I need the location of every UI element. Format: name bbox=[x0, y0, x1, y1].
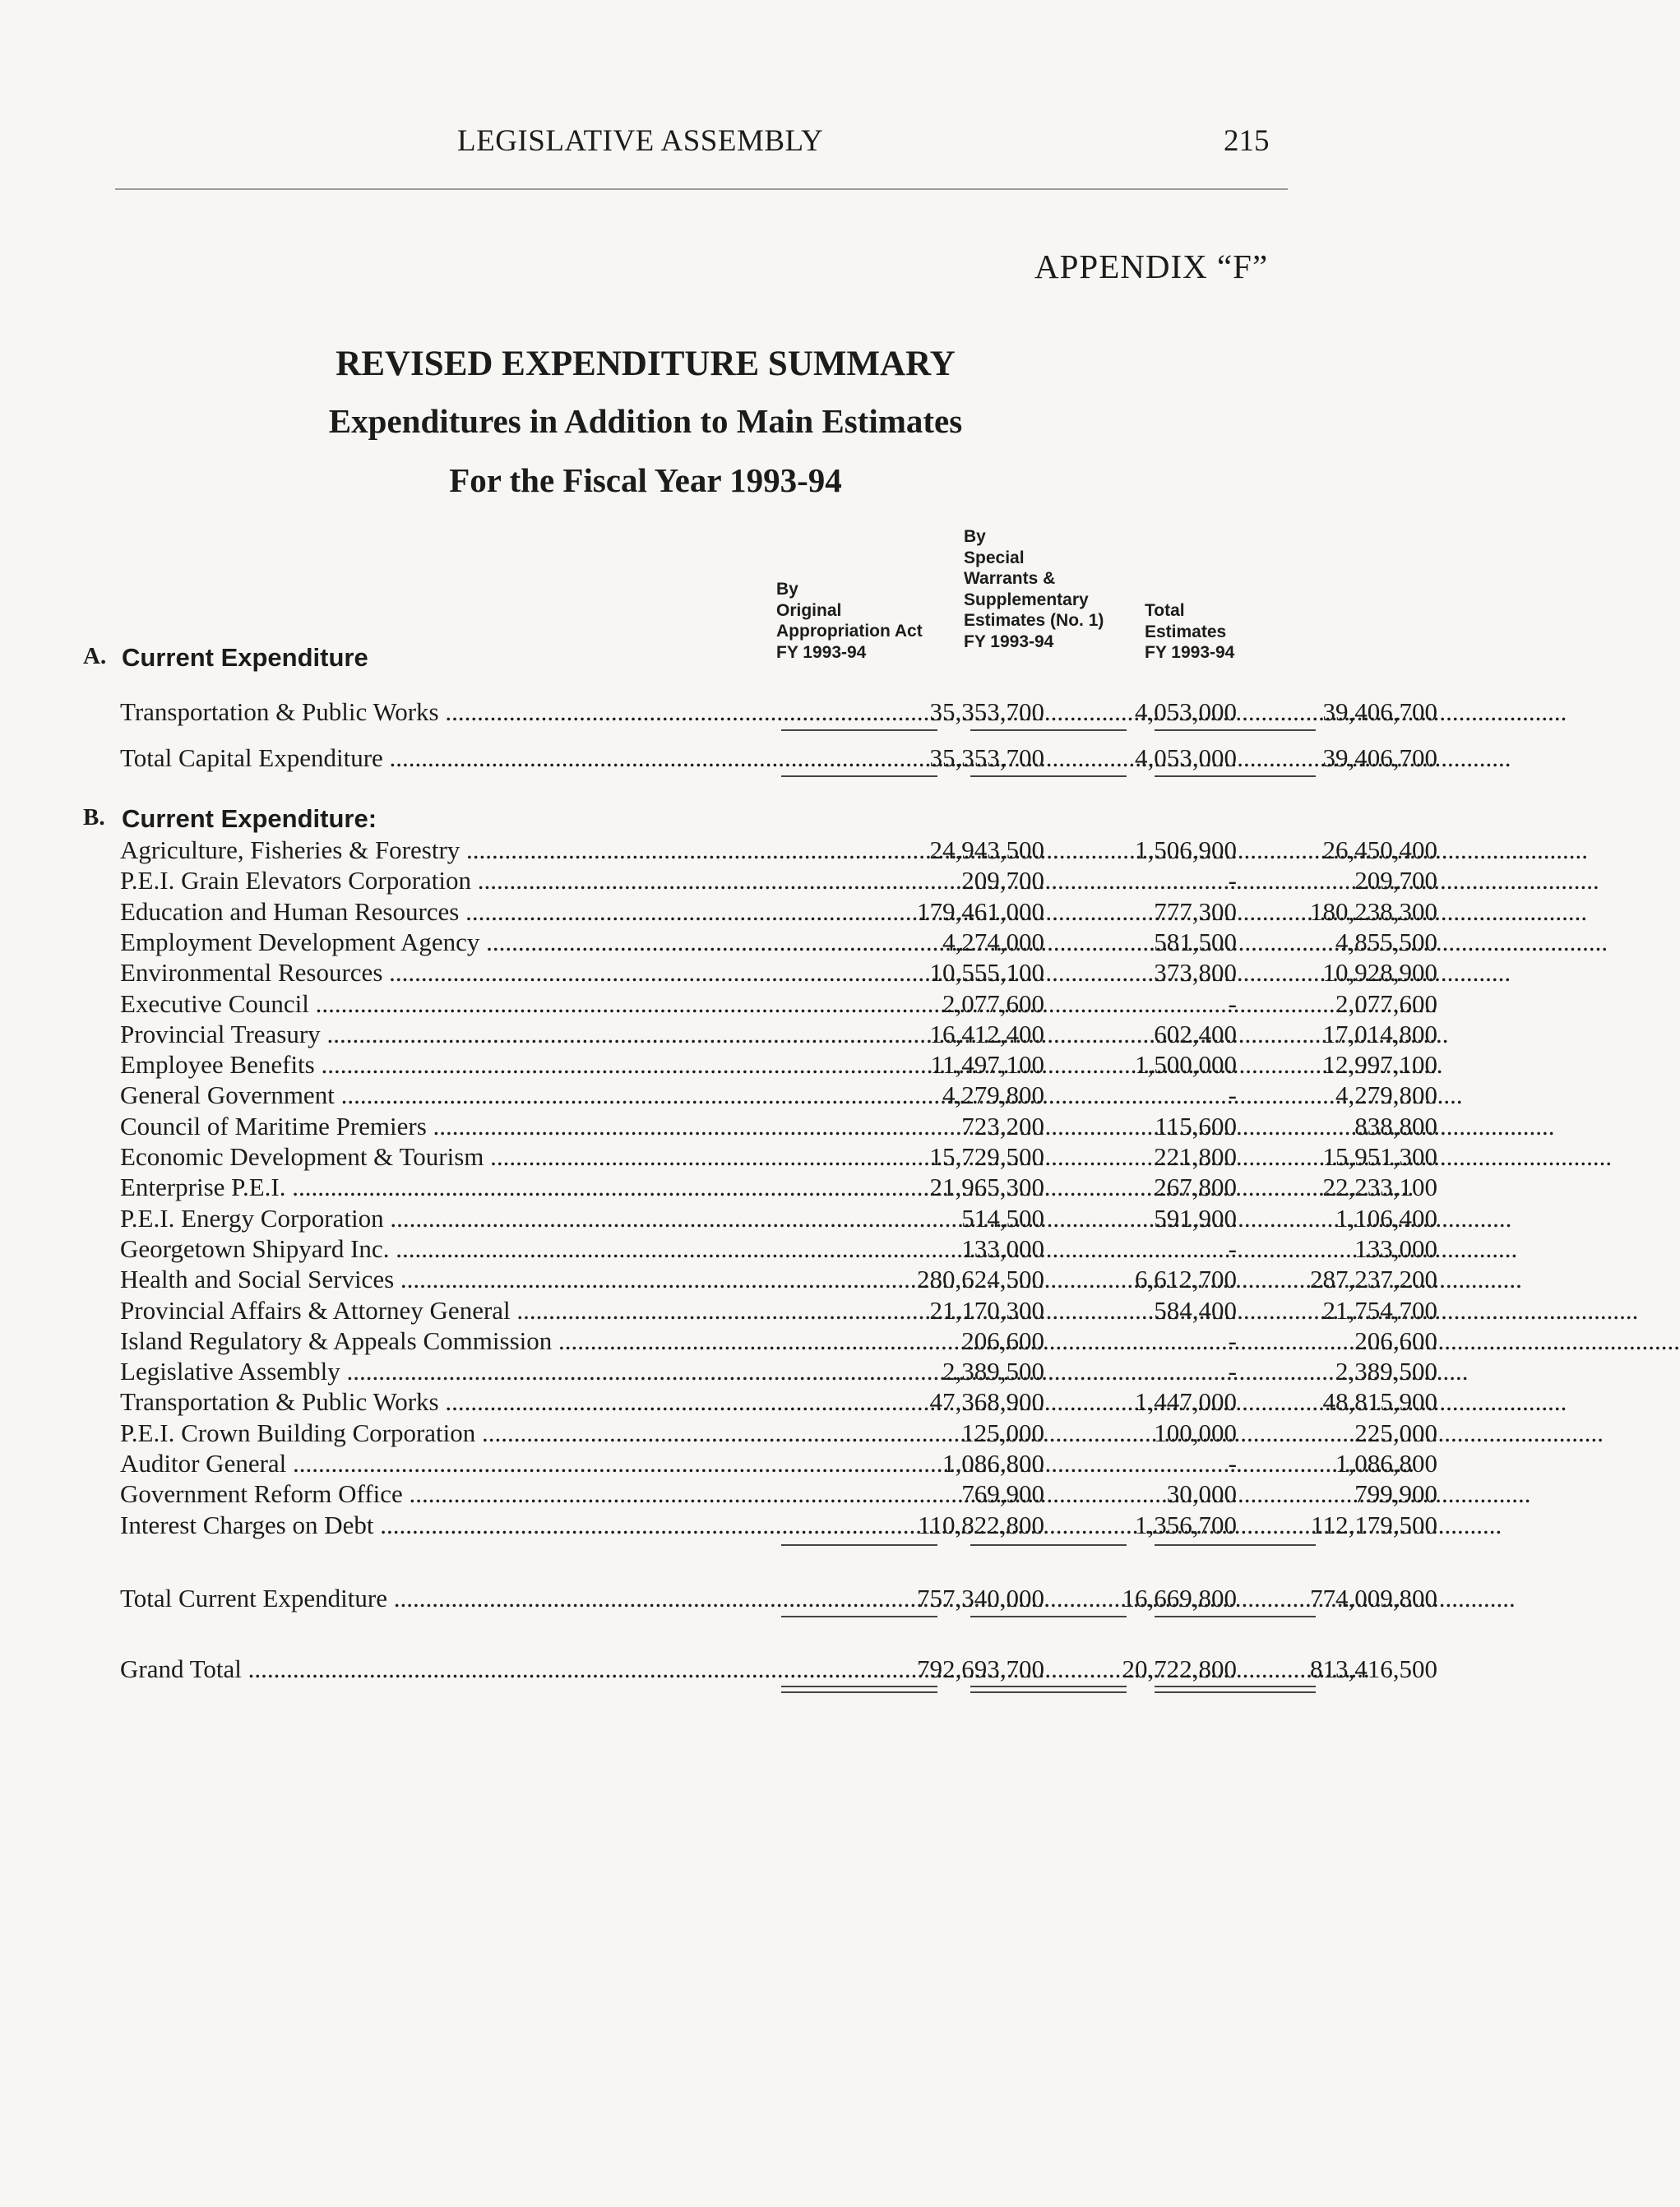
row-total-value: 133,000 bbox=[1354, 1233, 1437, 1263]
row-special-value: 777,300 bbox=[1154, 896, 1237, 926]
row-original-value: 723,200 bbox=[961, 1111, 1044, 1141]
table-row bbox=[120, 988, 1437, 1020]
row-label: P.E.I. Grain Elevators Corporation ..... bbox=[120, 866, 738, 895]
row-label: Executive Council ..... bbox=[120, 989, 738, 1019]
table-row bbox=[120, 1203, 1437, 1234]
table-row bbox=[120, 1233, 1437, 1265]
row-total-value: 15,951,300 bbox=[1322, 1142, 1437, 1171]
row-original-value: 16,412,400 bbox=[929, 1019, 1044, 1048]
row-label: Interest Charges on Debt ..... bbox=[120, 1511, 738, 1540]
table-row bbox=[120, 1173, 1437, 1203]
row-special-value: 4,053,000 bbox=[1135, 697, 1237, 726]
document-title: REVISED EXPENDITURE SUMMARY bbox=[336, 345, 956, 383]
column-header-line: Estimates (No. 1) bbox=[964, 611, 1104, 630]
column-header-line: By bbox=[964, 527, 986, 546]
double-underline-rule bbox=[781, 1686, 937, 1693]
row-total-value: 774,009,800 bbox=[1310, 1584, 1437, 1612]
row-special-value: 581,500 bbox=[1154, 927, 1237, 956]
row-total-value: 206,600 bbox=[1354, 1326, 1437, 1355]
row-total-value: 799,900 bbox=[1354, 1479, 1437, 1509]
row-total-value: 17,014,800 bbox=[1322, 1019, 1437, 1048]
row-label: Transportation & Public Works ..... bbox=[120, 697, 738, 727]
underline-rule bbox=[970, 775, 1127, 777]
row-original-value: 757,340,000 bbox=[917, 1584, 1044, 1612]
row-special-value: 20,722,800 bbox=[1122, 1654, 1237, 1683]
row-total-value: 21,754,700 bbox=[1322, 1295, 1437, 1325]
row-original-value: 769,900 bbox=[961, 1479, 1044, 1509]
row-label: Total Capital Expenditure ..... bbox=[120, 743, 738, 773]
row-special-value: 1,356,700 bbox=[1135, 1510, 1237, 1539]
section-b-heading: Current Expenditure: bbox=[122, 804, 377, 833]
row-original-value: 514,500 bbox=[961, 1203, 1044, 1233]
underline-rule bbox=[781, 1616, 937, 1617]
table-row bbox=[120, 697, 1437, 728]
row-original-value: 125,000 bbox=[961, 1418, 1044, 1447]
column-header-line: FY 1993-94 bbox=[776, 642, 867, 662]
row-label: Auditor General ..... bbox=[120, 1449, 738, 1478]
row-total-value: 39,406,700 bbox=[1322, 743, 1437, 772]
row-label: General Government ..... bbox=[120, 1080, 738, 1110]
row-special-value: - bbox=[1228, 1080, 1237, 1110]
column-header-line: Warrants & bbox=[964, 569, 1056, 588]
row-total-value: 4,279,800 bbox=[1335, 1080, 1437, 1110]
row-special-value: - bbox=[1228, 988, 1237, 1018]
underline-rule bbox=[1155, 729, 1316, 731]
row-special-value: 1,447,000 bbox=[1135, 1387, 1237, 1417]
underline-rule bbox=[781, 729, 937, 731]
row-total-value: 813,416,500 bbox=[1310, 1654, 1437, 1683]
running-title: LEGISLATIVE ASSEMBLY bbox=[457, 124, 824, 158]
table-row bbox=[120, 896, 1437, 928]
column-header-line: Total bbox=[1145, 601, 1185, 620]
row-label: Enterprise P.E.I. ..... bbox=[120, 1173, 738, 1202]
row-label: Employment Development Agency ..... bbox=[120, 928, 738, 957]
table-row bbox=[120, 1295, 1437, 1326]
row-special-value: - bbox=[1228, 1233, 1237, 1263]
double-underline-rule bbox=[970, 1686, 1127, 1693]
row-label: Provincial Treasury ..... bbox=[120, 1020, 738, 1049]
row-label: Employee Benefits ..... bbox=[120, 1050, 738, 1080]
row-special-value: - bbox=[1228, 866, 1237, 895]
row-label: Environmental Resources ..... bbox=[120, 958, 738, 988]
table-row bbox=[120, 1080, 1437, 1111]
row-total-value: 4,855,500 bbox=[1335, 927, 1437, 956]
row-original-value: 35,353,700 bbox=[929, 697, 1044, 726]
row-original-value: 209,700 bbox=[961, 866, 1044, 895]
row-original-value: 1,086,800 bbox=[942, 1449, 1044, 1478]
table-row bbox=[120, 1357, 1437, 1387]
row-label: Transportation & Public Works ..... bbox=[120, 1387, 738, 1417]
underline-rule bbox=[1155, 775, 1316, 777]
row-total-value: 209,700 bbox=[1354, 866, 1437, 895]
row-original-value: 35,353,700 bbox=[929, 743, 1044, 772]
document-subtitle: Expenditures in Addition to Main Estimates bbox=[328, 402, 963, 440]
row-original-value: 2,077,600 bbox=[942, 988, 1044, 1018]
column-header-line: FY 1993-94 bbox=[1145, 643, 1235, 662]
table-row bbox=[120, 1449, 1437, 1479]
column-header-original-appropriation bbox=[776, 579, 923, 663]
row-original-value: 206,600 bbox=[961, 1326, 1044, 1355]
row-special-value: - bbox=[1228, 1357, 1237, 1386]
table-row bbox=[120, 927, 1437, 958]
row-total-value: 1,106,400 bbox=[1335, 1203, 1437, 1233]
row-label: Total Current Expenditure ..... bbox=[120, 1584, 738, 1613]
row-original-value: 24,943,500 bbox=[929, 835, 1044, 864]
column-header-line: By bbox=[776, 580, 798, 599]
column-header-total-estimates bbox=[1145, 600, 1234, 664]
row-special-value: 16,669,800 bbox=[1122, 1584, 1237, 1612]
row-special-value: 584,400 bbox=[1154, 1295, 1237, 1325]
row-original-value: 4,279,800 bbox=[942, 1080, 1044, 1110]
row-label: Provincial Affairs & Attorney General ..... bbox=[120, 1296, 738, 1326]
underline-rule bbox=[970, 1544, 1127, 1546]
row-label: Council of Maritime Premiers ..... bbox=[120, 1112, 738, 1141]
row-original-value: 792,693,700 bbox=[917, 1654, 1044, 1683]
column-header-line: Estimates bbox=[1145, 622, 1227, 641]
column-header-line: Original bbox=[776, 600, 842, 620]
total-capital-expenditure-row bbox=[120, 743, 1437, 774]
row-total-value: 48,815,900 bbox=[1322, 1387, 1437, 1417]
row-special-value: 30,000 bbox=[1166, 1479, 1237, 1509]
row-label: P.E.I. Energy Corporation ..... bbox=[120, 1204, 738, 1233]
underline-rule bbox=[1155, 1616, 1316, 1617]
table-row bbox=[120, 1510, 1437, 1541]
row-label: Georgetown Shipyard Inc. ..... bbox=[120, 1234, 738, 1264]
table-row bbox=[120, 1019, 1437, 1050]
column-header-line: FY 1993-94 bbox=[964, 632, 1054, 651]
column-header-line: Special bbox=[964, 548, 1025, 567]
row-label: Education and Human Resources ..... bbox=[120, 897, 738, 927]
table-row bbox=[120, 1050, 1437, 1080]
row-special-value: 591,900 bbox=[1154, 1203, 1237, 1233]
row-special-value: 100,000 bbox=[1154, 1418, 1237, 1447]
double-underline-rule bbox=[1155, 1686, 1316, 1693]
row-total-value: 2,077,600 bbox=[1335, 988, 1437, 1018]
row-label: Legislative Assembly ..... bbox=[120, 1357, 738, 1386]
row-original-value: 4,274,000 bbox=[942, 927, 1044, 956]
table-row bbox=[120, 1387, 1437, 1418]
section-b-letter: B. bbox=[83, 804, 105, 831]
row-original-value: 21,965,300 bbox=[929, 1173, 1044, 1202]
row-label: Agriculture, Fisheries & Forestry ..... bbox=[120, 835, 738, 865]
underline-rule bbox=[970, 1616, 1127, 1617]
row-original-value: 280,624,500 bbox=[917, 1265, 1044, 1294]
row-total-value: 1,086,800 bbox=[1335, 1449, 1437, 1478]
row-special-value: - bbox=[1228, 1326, 1237, 1355]
row-original-value: 21,170,300 bbox=[929, 1295, 1044, 1325]
row-special-value: 221,800 bbox=[1154, 1142, 1237, 1171]
fiscal-year-line: For the Fiscal Year 1993-94 bbox=[449, 461, 842, 499]
table-row bbox=[120, 835, 1437, 866]
row-label: Island Regulatory & Appeals Commission ..... bbox=[120, 1326, 738, 1356]
row-label: Grand Total ..... bbox=[120, 1654, 738, 1684]
underline-rule bbox=[781, 1544, 937, 1546]
row-label: Economic Development & Tourism ..... bbox=[120, 1142, 738, 1172]
grand-total-row bbox=[120, 1654, 1437, 1685]
row-original-value: 133,000 bbox=[961, 1233, 1044, 1263]
column-header-special-warrants bbox=[964, 526, 1104, 652]
page-number: 215 bbox=[1224, 124, 1270, 158]
column-header-line: Appropriation Act bbox=[776, 622, 923, 641]
row-total-value: 287,237,200 bbox=[1310, 1265, 1437, 1294]
table-row bbox=[120, 1265, 1437, 1295]
total-current-expenditure-row bbox=[120, 1584, 1437, 1614]
row-label: Government Reform Office ..... bbox=[120, 1479, 738, 1509]
table-row bbox=[120, 958, 1437, 988]
row-original-value: 2,389,500 bbox=[942, 1357, 1044, 1386]
section-a-heading: Current Expenditure bbox=[122, 643, 368, 672]
row-total-value: 112,179,500 bbox=[1311, 1510, 1437, 1539]
row-original-value: 10,555,100 bbox=[929, 958, 1044, 988]
row-total-value: 26,450,400 bbox=[1322, 835, 1437, 864]
row-original-value: 179,461,000 bbox=[917, 896, 1044, 926]
row-total-value: 180,238,300 bbox=[1310, 896, 1437, 926]
underline-rule bbox=[970, 729, 1127, 731]
row-original-value: 47,368,900 bbox=[929, 1387, 1044, 1417]
row-special-value: 4,053,000 bbox=[1135, 743, 1237, 772]
row-total-value: 225,000 bbox=[1354, 1418, 1437, 1447]
row-special-value: 1,500,000 bbox=[1135, 1050, 1237, 1080]
underline-rule bbox=[781, 775, 937, 777]
row-special-value: 267,800 bbox=[1154, 1173, 1237, 1202]
row-original-value: 15,729,500 bbox=[929, 1142, 1044, 1171]
row-special-value: 115,600 bbox=[1155, 1111, 1237, 1141]
row-label: P.E.I. Crown Building Corporation ..... bbox=[120, 1418, 738, 1448]
table-row bbox=[120, 1326, 1437, 1357]
row-total-value: 22,233,100 bbox=[1322, 1173, 1437, 1202]
row-label: Health and Social Services ..... bbox=[120, 1265, 738, 1294]
column-header-line: Supplementary bbox=[964, 590, 1089, 609]
section-a-letter: A. bbox=[83, 643, 107, 669]
row-original-value: 110,822,800 bbox=[918, 1510, 1044, 1539]
row-original-value: 11,497,100 bbox=[930, 1050, 1044, 1080]
row-total-value: 12,997,100 bbox=[1322, 1050, 1437, 1080]
table-row bbox=[120, 1142, 1437, 1173]
table-row bbox=[120, 866, 1437, 896]
table-row bbox=[120, 1111, 1437, 1142]
row-special-value: 602,400 bbox=[1154, 1019, 1237, 1048]
row-special-value: - bbox=[1228, 1449, 1237, 1478]
table-row bbox=[120, 1479, 1437, 1510]
appendix-label: APPENDIX “F” bbox=[1034, 248, 1269, 285]
table-row bbox=[120, 1418, 1437, 1449]
underline-rule bbox=[1155, 1544, 1316, 1546]
row-total-value: 2,389,500 bbox=[1335, 1357, 1437, 1386]
row-total-value: 39,406,700 bbox=[1322, 697, 1437, 726]
row-total-value: 10,928,900 bbox=[1322, 958, 1437, 988]
row-special-value: 6,612,700 bbox=[1135, 1265, 1237, 1294]
row-special-value: 373,800 bbox=[1154, 958, 1237, 988]
row-total-value: 838,800 bbox=[1354, 1111, 1437, 1141]
row-special-value: 1,506,900 bbox=[1135, 835, 1237, 864]
header-rule bbox=[115, 188, 1288, 190]
